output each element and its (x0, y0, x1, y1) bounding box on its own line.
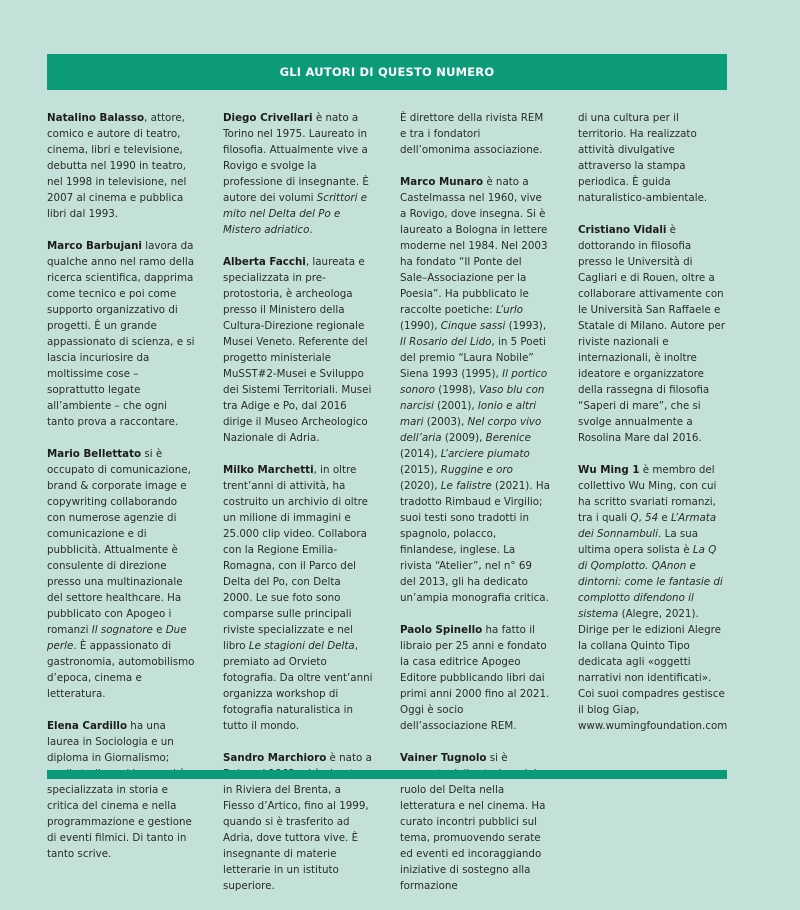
bio-text: di una cultura per il territorio. Ha realizzato attività divulgative attraverso la stampa periodica. È guida naturalistico-ambientale. (578, 112, 708, 204)
book-title: 54 (645, 512, 659, 524)
bio-text: ha una laurea in Sociologia e un diploma in Giornalismo; specializzata in storia e critica del cinema e nella programmazione e gestione di eventi filmici. Di tanto in tanto scrive. (47, 720, 192, 860)
book-title: Il sognatore (91, 624, 153, 636)
bio-text: ha fatto il libraio per 25 anni e fondato la casa editrice Apogeo Editore pubblicando libri dai primi anni 2000 fino al 2021. Oggi è socio dell’associazione REM. (400, 624, 550, 732)
book-title: Due perle (47, 624, 187, 652)
bio-text: lavora da qualche anno nel ramo della ricerca scientifica, dapprima come tecnico e poi come supporto organizzativo di progetti. È un grande appassionato di scienza, e si lascia incuriosire da moltissime cose – soprattutto legate all’ambiente – che ogni tanto prova a raccontare. (47, 240, 195, 428)
author-name: Paolo Spinello (400, 624, 483, 636)
author-name: Marco Munaro (400, 176, 484, 188)
bio-text: , premiato ad Orvieto fotografia. Da oltre vent’anni organizza workshop di fotografia naturalistica in tutto il mondo. (223, 640, 373, 732)
bio-text: si è occupato di comunicazione, brand & corporate image e copywriting collaborando con numerose agenzie di comunicazione e di pubblicità. Attualmente è consulente di direzione presso una multinazionale del settore healthcare. Ha pubblicato con Apogeo i romanzi (47, 448, 191, 636)
book-title: Q (630, 512, 639, 524)
bio-text: è dottorando in filosofia presso le Università di Cagliari e di Rouen, oltre a collaborare attivamente con le Università San Raffaele e Statale di Milano. Autore per riviste nazionali e internazionali, è inoltre ideatore e organizzatore della rassegna di filosofia “Saperi di mare”, che si svolge annualmente a Rosolina Mare dal 2016. (578, 224, 726, 444)
bio-text: (Alegre, 2021). Dirige per le edizioni Alegre la collana Quinto Tipo dedicata agli «oggetti narrativi non identificati». Coi suoi compadres gestisce il blog Giap, www.wumingfoundation.com (578, 608, 728, 732)
column-4 (578, 110, 728, 750)
book-title: Berenice (485, 432, 532, 444)
bio-text: e (152, 624, 166, 636)
book-title: L’Armata dei Sonnambuli (578, 512, 717, 540)
author-name: Cristiano Vidali (578, 224, 667, 236)
bio-text: (1990), (400, 320, 441, 332)
bio-crivellari (223, 110, 373, 238)
bio-wuming (578, 462, 728, 734)
bio-text: (2015), (400, 464, 441, 476)
author-name: Mario Bellettato (47, 448, 142, 460)
bio-text: , attore, comico e autore di teatro, cinema, libri e televisione, debutta nel 1990 in teatro, nel 1998 in televisione, nel 2007 al cinema e pubblica libri dal 1993. (47, 112, 187, 220)
bio-text: e (658, 512, 672, 524)
book-title: Cinque sassi (440, 320, 506, 332)
bio-text: , (638, 512, 646, 524)
column-3 (400, 110, 550, 910)
author-name: Diego Crivellari (223, 112, 313, 124)
bio-balasso (47, 110, 197, 222)
bio-bellettato (47, 446, 197, 702)
bio-text: è nato a Castelmassa nel 1960, vive a Rovigo, dove insegna. Si è laureato a Bologna in lettere moderne nel 1984. Nel 2003 ha fondato “Il Ponte del Sale–Associazione per la Poesia”. Ha pubblicato le raccolte poetiche: (400, 176, 548, 316)
book-title: L’arciere piumato (440, 448, 530, 460)
book-title: Le stagioni del Delta (248, 640, 355, 652)
bio-text: , in oltre trent’anni di attività, ha costruito un archivio di oltre un milione di immagini e 25.000 clip video. Collabora con la Regione Emilia-Romagna, con il Parco del Delta del Po, con Delta 2000. Le sue foto sono comparse sulle principali riviste specializzate e nel libro (223, 464, 369, 652)
bio-text: (2021). Ha tradotto Rimbaud e Virgilio; suoi testi sono tradotti in spagnolo, polacco, finlandese, inglese. La rivista “Atelier”, nel n° 69 del 2013, gli ha dedicato un’ampia monografia critica. (400, 480, 550, 604)
author-name: Sandro Marchioro (223, 752, 327, 764)
bio-text: . È appassionato di gastronomia, automobilismo d’epoca, cinema e letteratura. (47, 640, 195, 700)
bio-text: (2003), (423, 416, 468, 428)
bio-facchi (223, 254, 373, 446)
bio-cardillo (47, 718, 197, 862)
bio-munaro (400, 174, 550, 606)
footer-bar (47, 770, 727, 779)
bio-text: È direttore della rivista REM e tra i fondatori dell’omonima associazione. (400, 112, 544, 156)
book-title: Scrittori e mito nel Delta del Po e Mistero adriatico (223, 192, 368, 236)
author-name: Marco Barbujani (47, 240, 142, 252)
section-title: GLI AUTORI DI QUESTO NUMERO (279, 65, 495, 79)
book-title: Ionio e altri mari (400, 400, 537, 428)
bio-text: è nato a in Riviera del Brenta, a Fiesso d’Artico, fino al 1999, quando si è trasferito ad Adria, dove tuttora vive. È insegnante di materie letterarie in un istituto superiore. (223, 752, 372, 892)
author-name: Natalino Balasso (47, 112, 145, 124)
author-name: Milko Marchetti (223, 464, 314, 476)
bio-text: è nato a Torino nel 1975. Laureato in filosofia. Attualmente vive a Rovigo e svolge la professione di insegnante. È autore dei volumi (223, 112, 369, 204)
bio-tugnolo-continued (578, 110, 728, 206)
bio-text: (2001), (433, 400, 478, 412)
book-title: Nel corpo vivo dell’aria (400, 416, 542, 444)
book-title: La Q di Qomplotto. QAnon e dintorni: come le fantasie di complotto difendono il sistema (578, 544, 723, 620)
author-name: Alberta Facchi (223, 256, 306, 268)
author-name: Wu Ming 1 (578, 464, 640, 476)
bio-text: , in 5 Poeti del premio “Laura Nobile” Siena 1993 (1995), (400, 336, 546, 380)
header-bar (47, 54, 727, 90)
bio-text: è membro del collettivo Wu Ming, con cui ha scritto svariati romanzi, tra i quali (578, 464, 717, 524)
bio-spinello (400, 622, 550, 734)
bio-text: , laureata e specializzata in pre-protostoria, è archeologa presso il Ministero della Cultura-Direzione regionale Musei Veneto. Referente del progetto ministeriale MuSST#2-Musei e Sviluppo dei Sistemi Territoriali. Musei tra Adige e Po, dal 2016 dirige il Museo Archeologico Nazionale di Adria. (223, 256, 372, 444)
book-title: Vaso blu con narcisi (400, 384, 545, 412)
book-title: Le falistre (440, 480, 492, 492)
book-title: Il Rosario del Lido (400, 336, 492, 348)
bio-vidali (578, 222, 728, 446)
bio-marchetti (223, 462, 373, 734)
bio-text: . (309, 224, 313, 236)
bio-columns (47, 110, 728, 892)
book-title: L’urlo (496, 304, 524, 316)
bio-text: (1998), (435, 384, 480, 396)
bio-text: . La sua ultima opera solista è (578, 528, 699, 556)
bio-barbujani (47, 238, 197, 430)
bio-text: (2020), (400, 480, 441, 492)
bio-text: (2014), (400, 448, 441, 460)
column-1 (47, 110, 197, 878)
book-title: Ruggine e oro (440, 464, 513, 476)
bio-marchioro-continued (400, 110, 550, 158)
book-title: Il portico sonoro (400, 368, 548, 396)
column-2 (223, 110, 373, 910)
bio-text: (1993), (505, 320, 547, 332)
author-name: Vainer Tugnolo (400, 752, 487, 764)
author-name: Elena Cardillo (47, 720, 128, 732)
bio-text: si è ruolo del Delta nella letteratura e nel cinema. Ha curato incontri pubblici sul tema, promuovendo serate ed eventi ed incoraggiando iniziative di sostegno alla formazione (400, 752, 546, 892)
bio-text: (2009), (441, 432, 486, 444)
